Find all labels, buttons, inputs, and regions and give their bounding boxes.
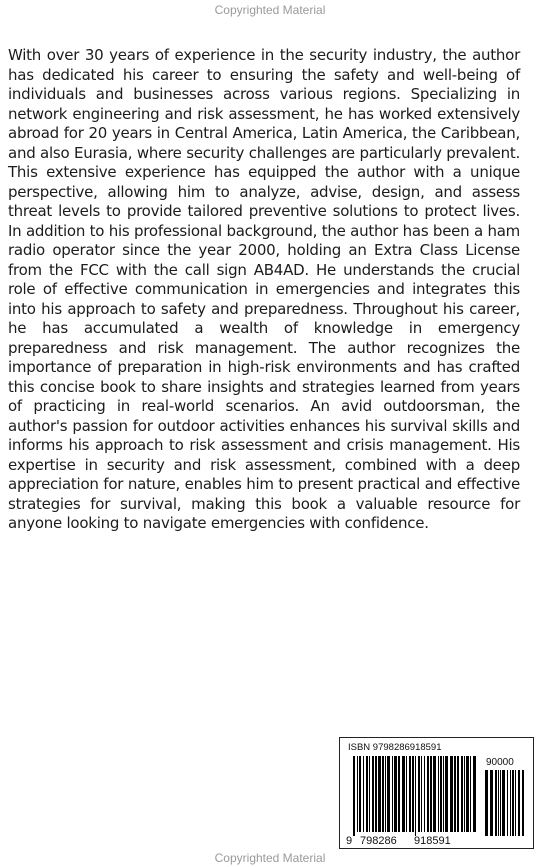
barcode-digits xyxy=(340,835,535,847)
price-code: 90000 xyxy=(486,757,514,768)
isbn-barcode-box xyxy=(339,737,534,849)
barcode-digits-right: 918591 xyxy=(414,835,451,847)
ean-barcode-bars xyxy=(347,756,529,836)
barcode-digit-first: 9 xyxy=(346,835,353,847)
author-bio-text: With over 30 years of experience in the security industry, the author has dedicated his career to ensuring the safety and well-being of individuals and businesses across various regions. Specializing in network engineering and risk assessment, he has worked extensively abroad for 20 years in Central America, Latin America, the Caribbean, and also Eurasia, where security challenges are particularly prevalent. This extensive experience has equipped the author with a unique perspective, allowing him to analyze, advise, design, and assess threat levels to provide tailored preventive solutions to protect lives. In addition to his professional background, the author has been a ham radio operator since the year 2000, holding an Extra Class License from the FCC with the call sign AB4AD. He understands the crucial role of effective communication in emergencies and integrates this into his approach to safety and preparedness. Throughout his career, he has accumulated a wealth of knowledge in emergency preparedness and risk management. The author recognizes the importance of preparation in high-risk environments and has crafted this concise book to share insights and strategies learned from years of practicing in real-world scenarios. An avid outdoorsman, the author's passion for outdoor activities enhances his survival skills and informs his approach to risk assessment and crisis management. His expertise in security and risk assessment, combined with a deep appreciation for nature, enables him to present practical and effective strategies for survival, making this book a valuable resource for anyone looking to navigate emergencies with confidence. xyxy=(8,46,520,532)
copyright-watermark-top: Copyrighted Material xyxy=(214,3,326,17)
isbn-label: ISBN 9798286918591 xyxy=(348,742,442,753)
barcode-digits-left: 798286 xyxy=(360,835,397,847)
copyright-watermark-bottom: Copyrighted Material xyxy=(214,851,326,865)
